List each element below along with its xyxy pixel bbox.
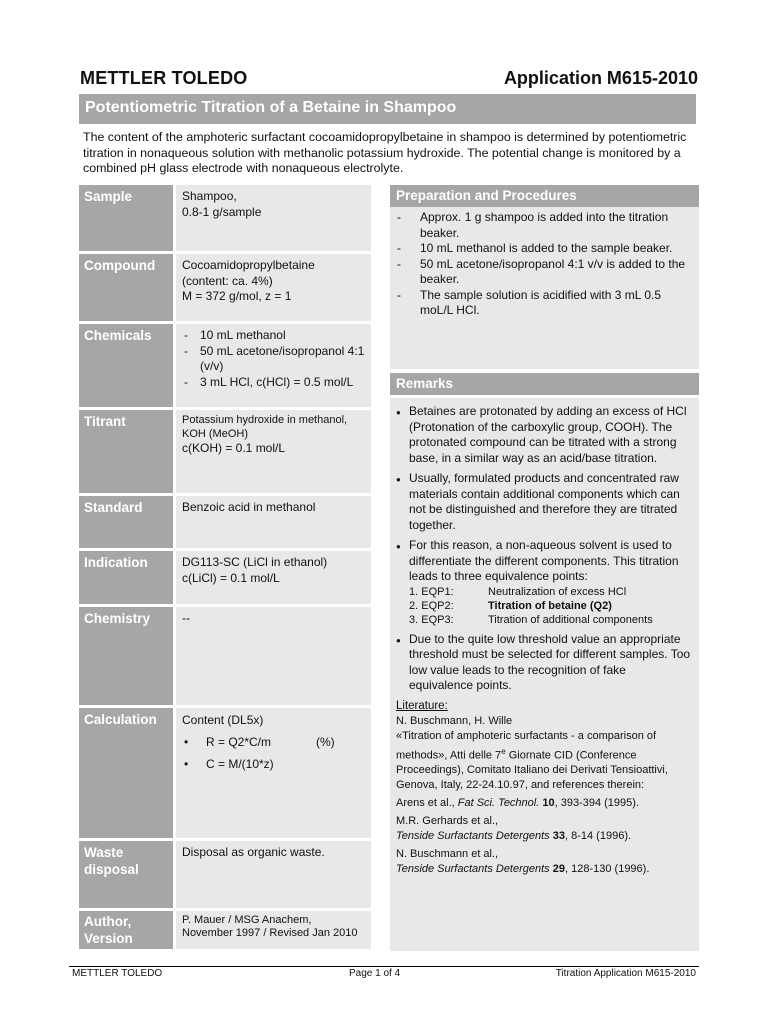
literature-heading: Literature: (396, 699, 448, 712)
sample-value (176, 185, 371, 251)
eqp-key: 3. EQP3: (409, 613, 454, 626)
ref-pages: , 128-130 (1996). (565, 863, 650, 876)
sample-line: 0.8-1 g/sample (182, 204, 262, 219)
prep-item: - 10 mL methanol is added to the sample beaker. (396, 241, 693, 257)
titrant-concentration: c(KOH) = 0.1 mol/L (182, 441, 286, 455)
author-label-line: Version (84, 931, 133, 946)
author-label (79, 911, 173, 949)
standard-value (176, 496, 371, 548)
eqp-row (409, 613, 693, 627)
formula-unit: (%) (316, 734, 335, 749)
chemicals-value (176, 324, 371, 407)
compound-line: Cocoamidopropylbetaine (182, 258, 315, 272)
chemical-item: - 10 mL methanol (182, 328, 365, 344)
ref-pages: , 8-14 (1996). (565, 830, 632, 843)
indication-label: Indication (79, 551, 173, 604)
author-label-line: Author, (84, 914, 132, 929)
remark-item (396, 538, 693, 627)
ref-authors: N. Buschmann, H. Wille (396, 714, 513, 727)
eqp-value: Titration of additional components (488, 613, 653, 626)
compound-label: Compound (79, 254, 173, 321)
formula-c: C = M/(10*z) (206, 756, 274, 771)
ref-volume: 29 (552, 863, 565, 876)
chemical-item: - 3 mL HCl, c(HCl) = 0.5 mol/L (182, 375, 365, 391)
standard-label: Standard (79, 496, 173, 548)
ref-2 (396, 796, 693, 811)
waste-line: Disposal as organic waste. (182, 845, 325, 859)
preparation-body (390, 207, 699, 369)
remark-text: For this reason, a non-aqueous solvent is used to differentiate the different components. This titration leads to three equivalence points: (409, 538, 679, 583)
eqp-value: Neutralization of excess HCl (488, 585, 627, 598)
formula-row (182, 757, 365, 775)
chemicals-label: Chemicals (79, 324, 173, 407)
ref-pages: , 393-394 (1995). (554, 797, 639, 810)
chemistry-value (176, 607, 371, 705)
titrant-line: KOH (MeOH) (182, 427, 248, 440)
ref-3 (396, 814, 693, 844)
waste-label (79, 841, 173, 908)
eqp-row (409, 599, 693, 613)
document-title: Potentiometric Titration of a Betaine in Shampoo (85, 99, 457, 116)
ref-volume: 33 (552, 830, 565, 843)
chemistry-line: -- (182, 611, 190, 625)
formula-r: R = Q2*C/m (206, 734, 272, 749)
calculation-label: Calculation (79, 708, 173, 838)
chemical-item: - 50 mL acetone/isopropanol 4:1 (v/v) (182, 344, 365, 375)
eqp-list (409, 585, 693, 627)
calculation-intro: Content (DL5x) (182, 713, 264, 727)
compound-value (176, 254, 371, 321)
titrant-value (176, 410, 371, 493)
ref-authors: N. Buschmann et al., (396, 848, 499, 861)
formula-row (182, 735, 365, 753)
indication-line: DG113-SC (LiCl in ethanol) (182, 555, 328, 569)
ref-text: Giornate CID (Conference Proceedings), Comitato Italiano dei Derivati Tensioattivi, Genova, Italy, 22-24.10.97, and references therein: (396, 749, 668, 792)
ref-journal: Fat Sci. Technol. (457, 797, 540, 810)
indication-line: c(LiCl) = 0.1 mol/L (182, 570, 280, 585)
remarks-heading: Remarks (390, 373, 699, 395)
sample-label: Sample (79, 185, 173, 251)
prep-item: - The sample solution is acidified with 3 mL 0.5 moL/L HCl. (396, 288, 693, 319)
waste-label-line: Waste (84, 845, 124, 860)
ref-authors: M.R. Gerhards et al., (396, 815, 499, 828)
remark-item: ● Usually, formulated products and concentrated raw materials contain additional components which can not be distinguished and therefore they are titrated together. (396, 471, 693, 533)
author-value (176, 911, 371, 949)
compound-line: M = 372 g/mol, z = 1 (182, 289, 292, 303)
eqp-value: Titration of betaine (Q2) (488, 599, 612, 612)
indication-value (176, 551, 371, 604)
eqp-row (409, 585, 693, 599)
author-line: P. Mauer / MSG Anachem, (182, 914, 312, 926)
preparation-heading: Preparation and Procedures (390, 185, 699, 207)
ref-journal: Tenside Surfactants Detergents (396, 830, 550, 843)
brand-name: METTLER TOLEDO (80, 68, 248, 88)
footer-right: Titration Application M615-2010 (555, 968, 696, 979)
prep-item: - Approx. 1 g shampoo is added into the titration beaker. (396, 210, 693, 241)
sample-line: Shampoo, (182, 189, 237, 203)
remark-item: ● Betaines are protonated by adding an excess of HCl (Protonation of the carboxylic group, COOH). The protonated compound can be titrated with a strong base, in a similar way as an acid/base titration. (396, 404, 693, 466)
literature (396, 699, 693, 878)
ref-volume: 10 (542, 797, 555, 810)
waste-value (176, 841, 371, 908)
ref-1 (396, 714, 693, 794)
bullet: • (184, 756, 189, 771)
ref-text: «Titration of amphoteric surfactants - a comparison of methods», Atti delle 7 (396, 729, 657, 762)
eqp-key: 2. EQP2: (409, 599, 454, 612)
ref-superscript: e (501, 746, 506, 756)
compound-line: (content: ca. 4%) (182, 273, 273, 288)
intro-paragraph: The content of the amphoteric surfactant cocoamidopropylbetaine in shampoo is determined by potentiometric titration in nonaqueous solution with methanolic potassium hydroxide. The potential change is monitored by a combined pH glass electrode with nonaqueous electrolyte. (83, 130, 687, 175)
author-line: November 1997 / Revised Jan 2010 (182, 927, 358, 939)
standard-line: Benzoic acid in methanol (182, 500, 316, 514)
ref-4 (396, 847, 693, 877)
title-bar (79, 94, 696, 124)
titrant-line: Potassium hydroxide in methanol, (182, 414, 348, 426)
waste-label-line: disposal (84, 862, 139, 877)
ref-authors: Arens et al., (396, 797, 458, 810)
page-number: Page 1 of 4 (349, 968, 401, 979)
prep-item: - 50 mL acetone/isopropanol 4:1 v/v is added to the beaker. (396, 257, 693, 288)
chemistry-label: Chemistry (79, 607, 173, 705)
eqp-key: 1. EQP1: (409, 585, 454, 598)
titrant-label: Titrant (79, 410, 173, 493)
remarks-body (390, 398, 699, 951)
ref-journal: Tenside Surfactants Detergents (396, 863, 550, 876)
bullet: • (184, 734, 189, 749)
application-number: Application M615-2010 (503, 68, 698, 88)
remark-item: ● Due to the quite low threshold value an appropriate threshold must be selected for different samples. Too low value leads to the recognition of fake equivalence points. (396, 632, 693, 694)
footer-rule (69, 966, 699, 967)
footer-left: METTLER TOLEDO (72, 968, 163, 979)
calculation-value (176, 708, 371, 838)
